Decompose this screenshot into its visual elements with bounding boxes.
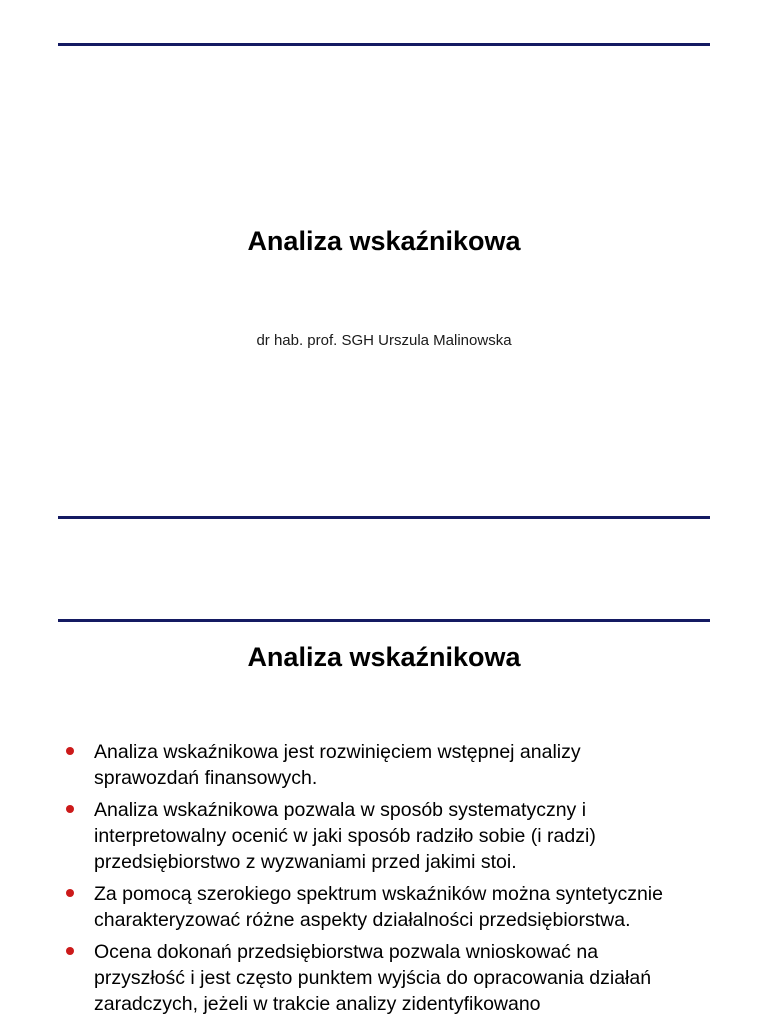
- bullet-dot-icon: [66, 805, 74, 813]
- bullet-dot-icon: [66, 889, 74, 897]
- bullet-text: Analiza wskaźnikowa jest rozwinięciem wstępnej analizy sprawozdań finansowych.: [94, 741, 581, 789]
- slide1-title: Analiza wskaźnikowa: [247, 226, 521, 256]
- slide1-bottom-rule: [58, 516, 710, 519]
- bullet-item: [64, 939, 684, 1017]
- bullet-dot-icon: [66, 747, 74, 755]
- slide1-author: dr hab. prof. SGH Urszula Malinowska: [256, 332, 512, 349]
- slide2-title: Analiza wskaźnikowa: [247, 642, 521, 672]
- bullet-item: [64, 797, 684, 875]
- bullet-text: Analiza wskaźnikowa pozwala w sposób systematyczny i interpretowalny ocenić w jaki sposób radziło sobie (i radzi) przedsiębiorstwo z wyzwaniami przed jakimi stoi.: [94, 799, 596, 873]
- bullet-item: [64, 739, 684, 791]
- slide2-top-rule: [58, 619, 710, 622]
- slide1-top-rule: [58, 43, 710, 46]
- bullet-text: Ocena dokonań przedsiębiorstwa pozwala wnioskować na przyszłość i jest często punktem wyjścia do opracowania działań zaradczych, jeżeli w trakcie analizy zidentyfikowano: [94, 941, 652, 1015]
- slide2-bullet-list: [64, 739, 684, 1023]
- bullet-item: [64, 881, 684, 933]
- bullet-dot-icon: [66, 947, 74, 955]
- bullet-text: Za pomocą szerokiego spektrum wskaźników można syntetycznie charakteryzować różne aspekty działalności przedsiębiorstwa.: [94, 883, 663, 931]
